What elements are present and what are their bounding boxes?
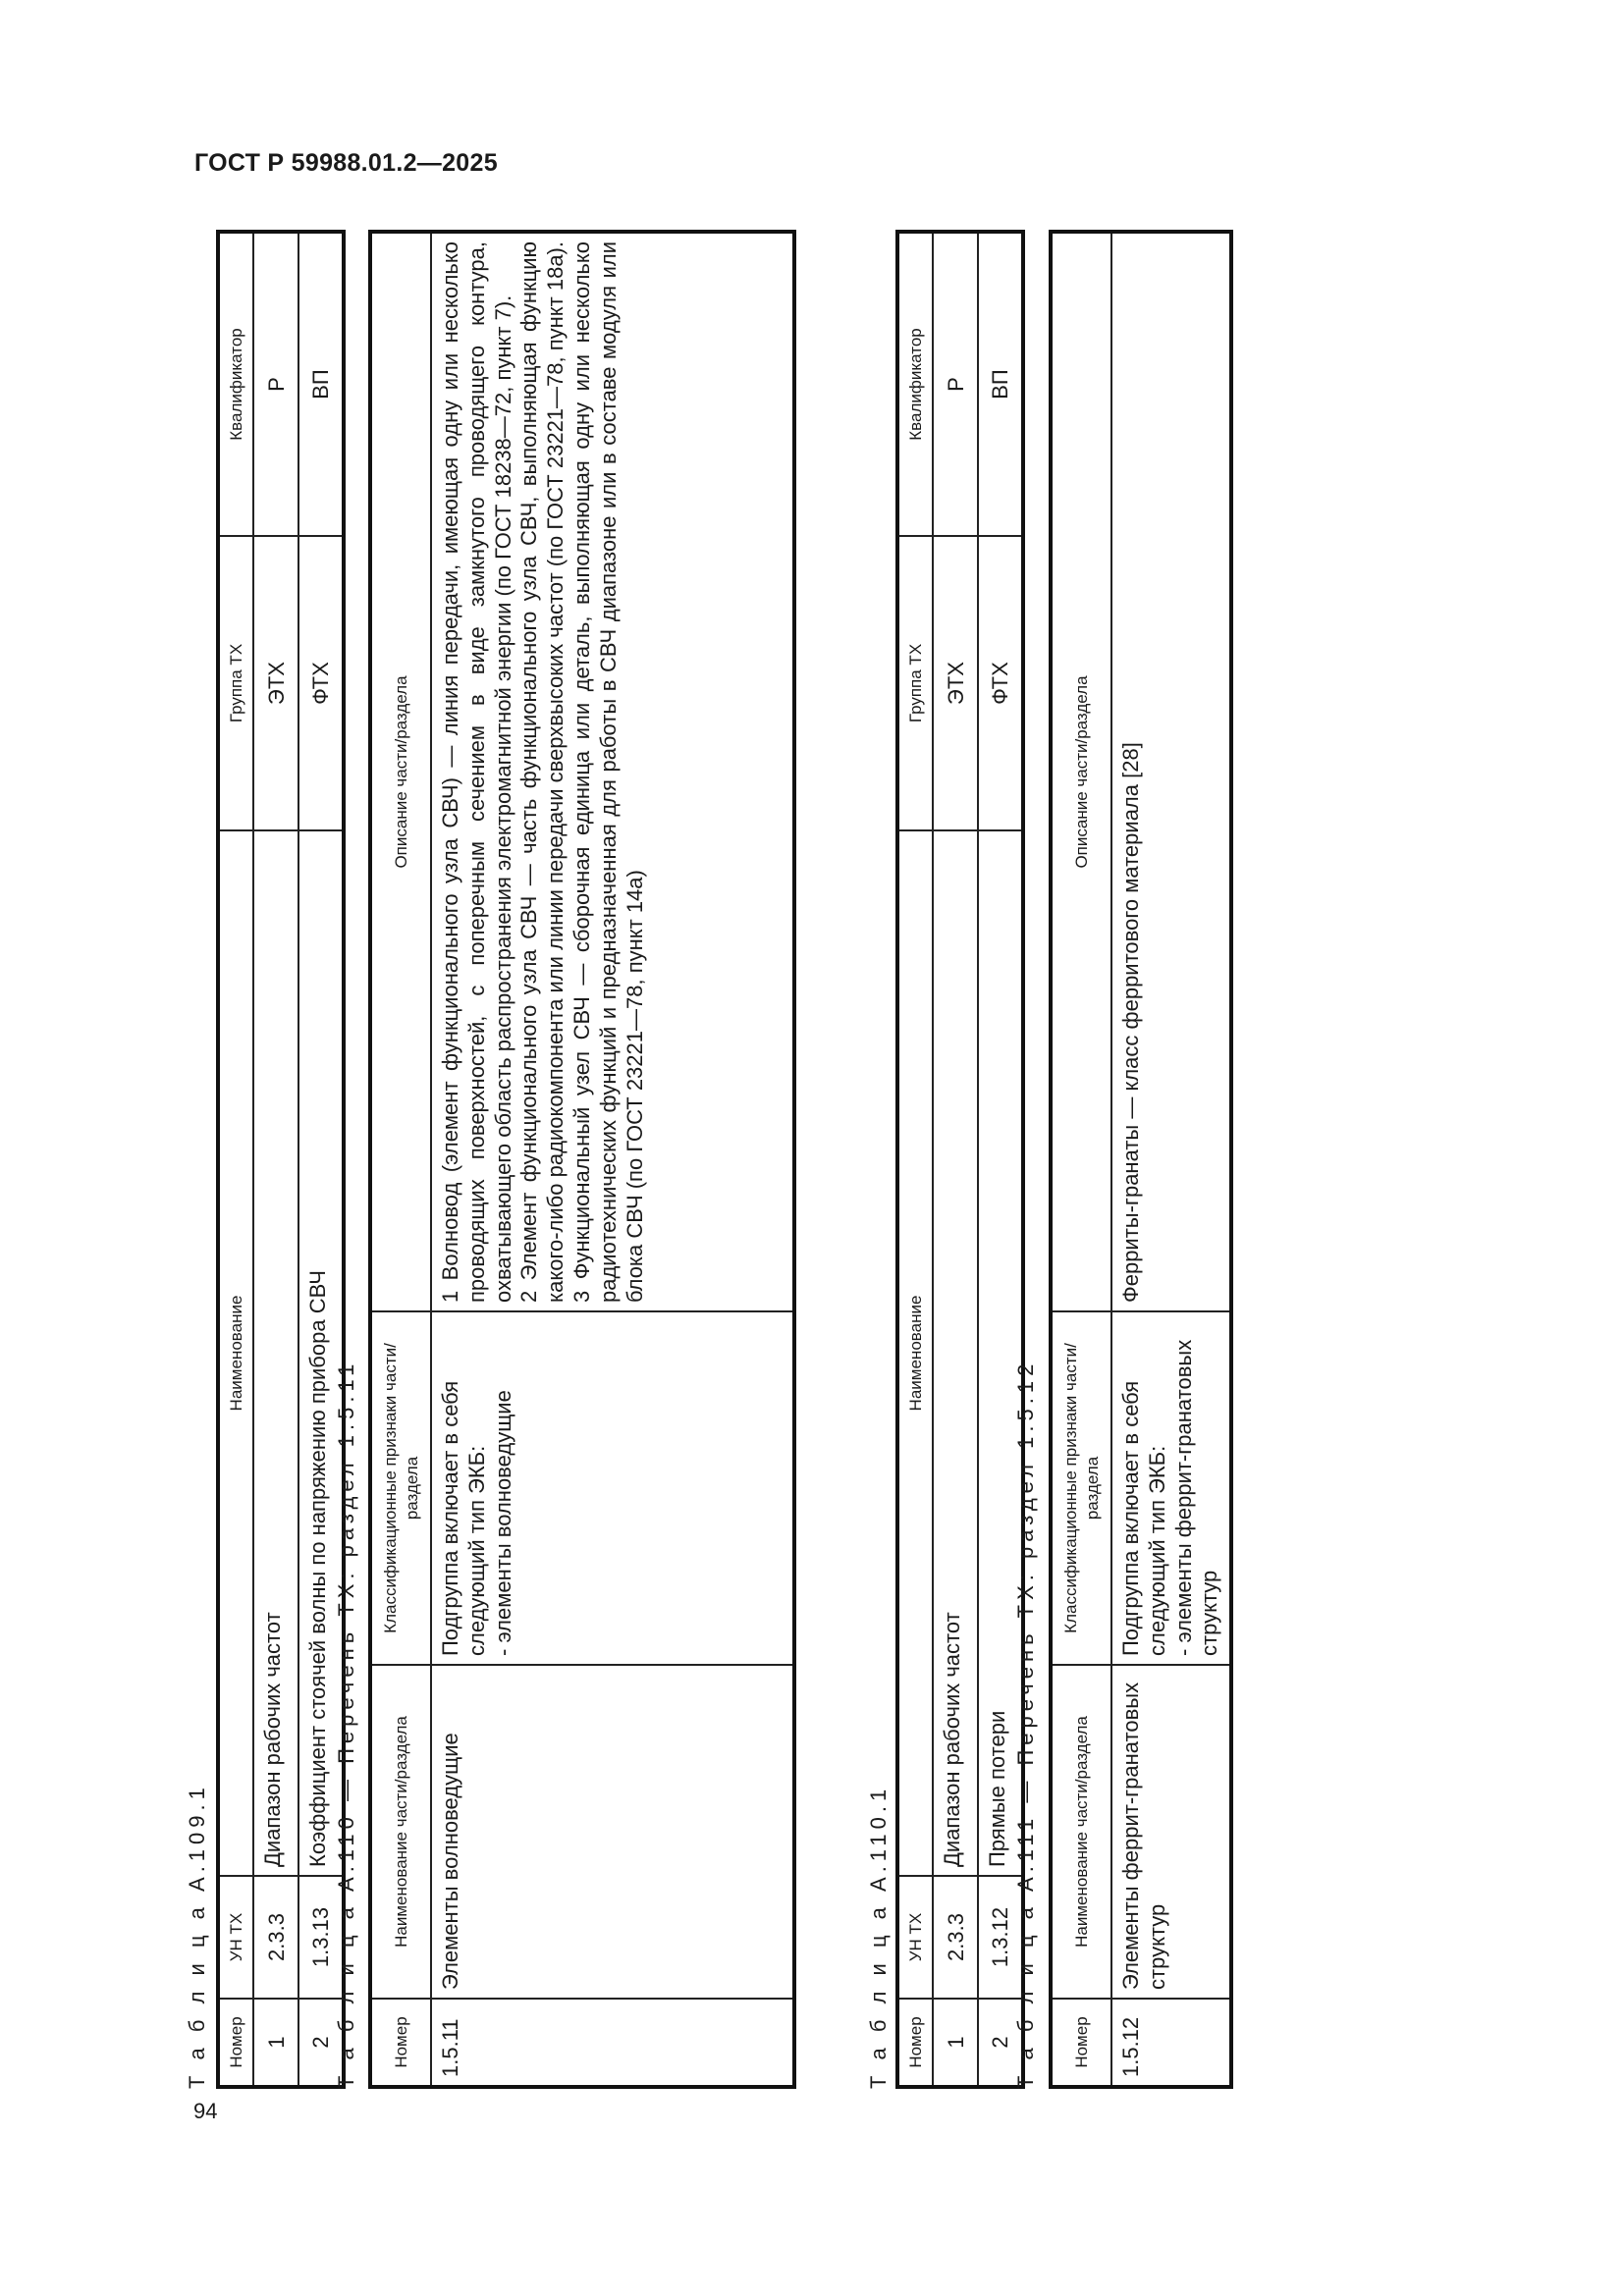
col-header: Квалификатор	[218, 232, 253, 536]
features-intro: Подгруппа включает в себя следующий тип ЭКБ:	[1118, 1380, 1169, 1656]
table-a109-1	[216, 230, 346, 2089]
col-header: УН ТХ	[218, 1876, 253, 1999]
table-row: 1 2.3.3 Диапазон рабочих частот ЭТХ Р	[253, 232, 298, 2087]
features-item: - элементы феррит-гранатовых структур	[1170, 1339, 1222, 1656]
col-header: Номер	[370, 1999, 431, 2087]
col-header: Классификационные признаки части/раздела	[1051, 1311, 1111, 1665]
table-a110-1-caption: Т а б л и ц а А.110.1	[866, 1784, 891, 2089]
col-header: Группа ТХ	[218, 536, 253, 830]
col-header: Наименование части/раздела	[370, 1665, 431, 1999]
col-header: Номер	[897, 1999, 933, 2087]
col-header: Номер	[218, 1999, 253, 2087]
table-a111	[1049, 230, 1233, 2089]
description-item: 2 Элемент функционального узла СВЧ — часть функционального узла СВЧ, выполняющая функцию какого-либо радиокомпонента или линии передачи сверхвысоких частот (по ГОСТ 23221—78, пункт 18а).	[516, 241, 568, 1303]
table-row: 1.5.11 Элементы волноведущие Подгруппа включает в себя следующий тип ЭКБ: - элементы волноведущие 1 Волновод (элемент функционального узла СВЧ) — линия передачи, имеющая одну или несколько проводящих поверхностей, с поперечным сечением в виде замкнутого проводящего контура, охватывающего область распространения электромагнитной энергии (по ГОСТ 18238—72, пункт 7). 2 Элемент функционального узла СВЧ — часть функционального узла СВЧ, выполняющая функцию какого-либо радиокомпонента или линии передачи сверхвысоких частот (по ГОСТ 23221—78, пункт 18а). 3 Функциональный узел СВЧ — сборочная единица или деталь, выполняющая одну или несколько радиотехнических функций и предназначенная для работы в СВЧ диапазоне или в составе модуля или блока СВЧ (по ГОСТ 23221—78, пункт 14а)	[431, 232, 794, 2087]
col-header: Группа ТХ	[897, 536, 933, 830]
col-header: Наименование	[218, 830, 253, 1876]
features-intro: Подгруппа включает в себя следующий тип ЭКБ:	[438, 1380, 489, 1656]
description-item: 1 Волновод (элемент функционального узла СВЧ) — линия передачи, имеющая одну или несколько проводящих поверхностей, с поперечным сечением в виде замкнутого проводящего контура, охватывающего область распространения электромагнитной энергии (по ГОСТ 18238—72, пункт 7).	[438, 241, 515, 1303]
table-a110-caption: Т а б л и ц а А.110 — Перечень ТХ: раздел 1.5.11	[334, 1359, 358, 2089]
page-number: 94	[193, 2099, 218, 2123]
col-header: Квалификатор	[897, 232, 933, 536]
col-header: Описание части/раздела	[370, 232, 431, 1311]
col-header: Описание части/раздела	[1051, 232, 1111, 1311]
col-header: Наименование	[897, 830, 933, 1876]
table-row: 1.5.12 Элементы феррит-гранатовых структур Подгруппа включает в себя следующий тип ЭКБ: - элементы феррит-гранатовых структур Ферриты-гранаты — класс ферритового материала [28]	[1111, 232, 1231, 2087]
table-row: 1 2.3.3 Диапазон рабочих частот ЭТХ Р	[933, 232, 978, 2087]
table-a109-1-caption: Т а б л и ц а А.109.1	[185, 1783, 209, 2089]
description-item: 3 Функциональный узел СВЧ — сборочная единица или деталь, выполняющая одну или несколько радиотехнических функций и предназначенная для работы в СВЧ диапазоне или в составе модуля или блока СВЧ (по ГОСТ 23221—78, пункт 14а)	[569, 241, 647, 1303]
rotated-page-content	[177, 243, 1473, 2089]
table-a110-1	[895, 230, 1025, 2089]
document-header: ГОСТ Р 59988.01.2—2025	[194, 149, 498, 177]
col-header: Наименование части/раздела	[1051, 1665, 1111, 1999]
col-header: УН ТХ	[897, 1876, 933, 1999]
table-row: 2 1.3.12 Прямые потери ФТХ ВП	[978, 232, 1023, 2087]
table-a111-caption: Т а б л и ц а А.111 — Перечень ТХ: раздел 1.5.12	[1013, 1359, 1038, 2089]
features-item: - элементы волноведущие	[490, 1390, 515, 1656]
table-row: 2 1.3.13 Коэффициент стоячей волны по напряжению прибора СВЧ ФТХ ВП	[298, 232, 344, 2087]
col-header: Классификационные признаки части/раздела	[370, 1311, 431, 1665]
col-header: Номер	[1051, 1999, 1111, 2087]
table-a110	[368, 230, 796, 2089]
